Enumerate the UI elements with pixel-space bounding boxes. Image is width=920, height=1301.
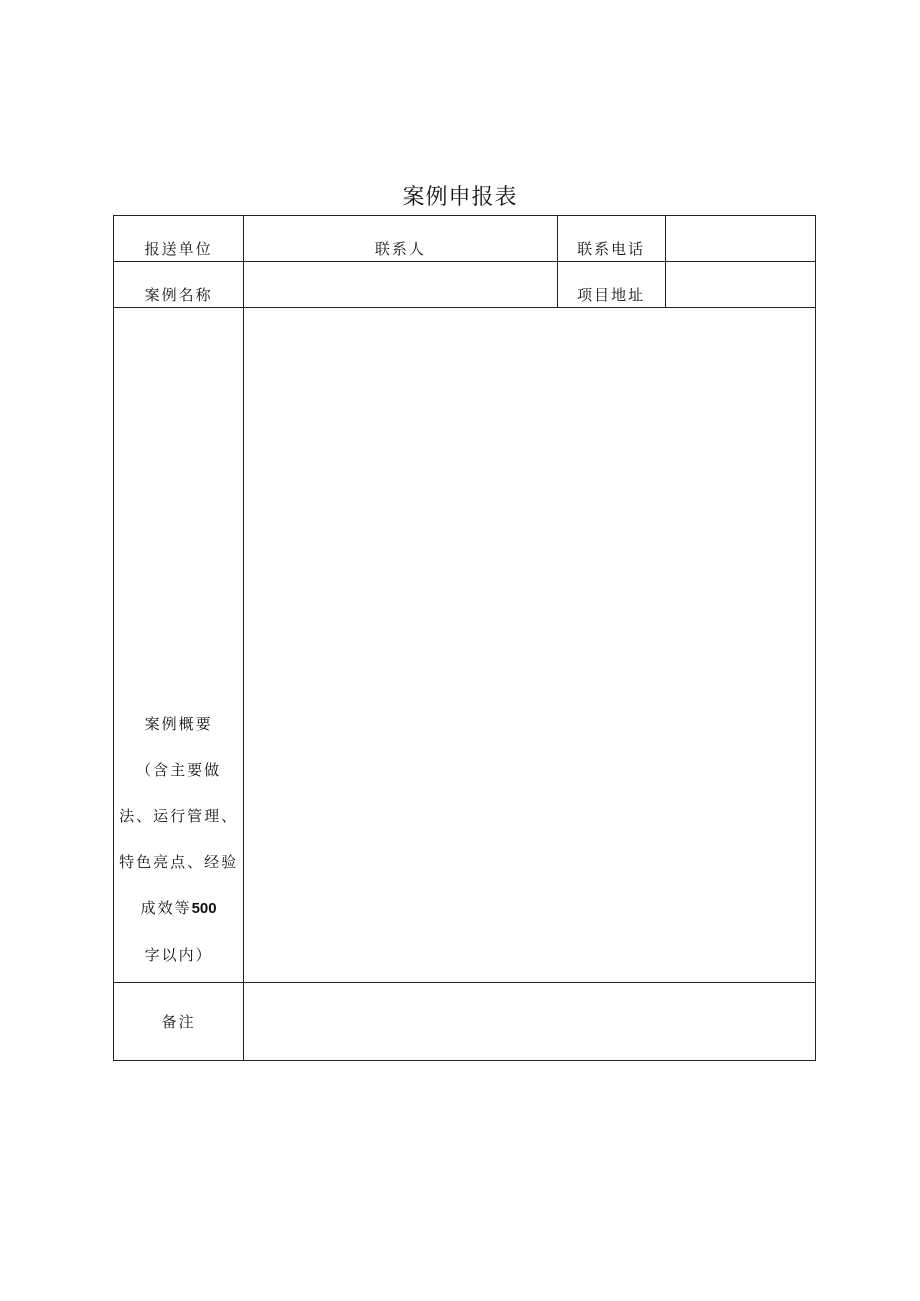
case-name-label: 案例名称 <box>114 262 244 308</box>
word-limit-number: 500 <box>191 900 217 917</box>
table-row <box>114 262 816 308</box>
notes-label: 备注 <box>114 983 244 1061</box>
case-name-field[interactable] <box>244 262 557 308</box>
address-label: 项目地址 <box>557 262 665 308</box>
summary-field[interactable] <box>244 308 816 983</box>
phone-label: 联系电话 <box>557 216 665 262</box>
table-row <box>114 308 816 983</box>
summary-label-line: 法、运行管理、 <box>119 807 239 825</box>
summary-label <box>114 308 244 983</box>
case-application-table <box>113 215 816 1061</box>
page-title: 案例申报表 <box>402 185 518 210</box>
summary-label-line: 字以内） <box>144 946 213 964</box>
summary-label-text: 成效等 <box>140 899 192 917</box>
unit-label: 报送单位 <box>114 216 244 262</box>
summary-label-line: 特色亮点、经验 <box>119 853 239 871</box>
phone-field[interactable] <box>665 216 815 262</box>
contact-label: 联系人 <box>244 216 557 262</box>
table-row <box>114 983 816 1061</box>
notes-field[interactable] <box>244 983 816 1061</box>
summary-label-line: 案例概要 <box>144 715 213 733</box>
summary-label-line: （含主要做 <box>136 761 222 779</box>
table-row <box>114 216 816 262</box>
address-field[interactable] <box>665 262 815 308</box>
summary-label-line <box>114 885 243 932</box>
